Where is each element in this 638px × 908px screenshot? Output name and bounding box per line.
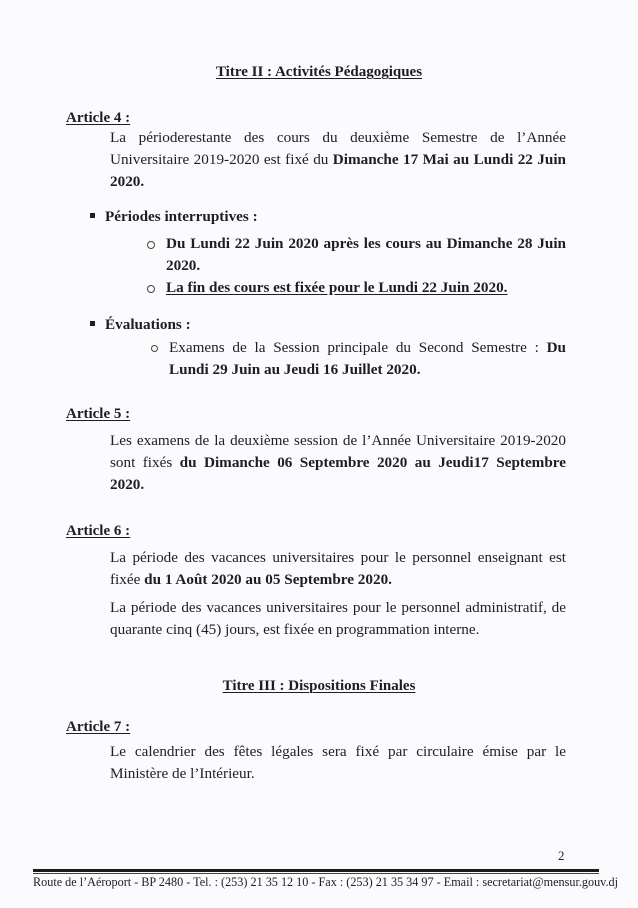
article-4-text-regular: La périoderestante des cours du deuxième Semestre de l’Année Universitaire 2019-2020 est fixé du: [110, 129, 566, 168]
bullet-evaluations: [90, 316, 191, 334]
article-7-heading: Article 7 :: [66, 719, 131, 735]
section-title-text: Titre II : Activités Pédagogiques: [215, 64, 423, 80]
article-5-text: [110, 430, 566, 496]
sub-item-text: Du Lundi 22 Juin 2020 après les cours au Dimanche 28 Juin 2020.: [166, 235, 566, 274]
circle-bullet-icon: [147, 285, 155, 293]
circle-bullet-icon: [147, 241, 155, 249]
article-6-p1-regular: La période des vacances universitaires pour le personnel enseignant est fixée: [110, 549, 566, 588]
page-number: 2: [558, 848, 565, 863]
section-title-titre-3: [0, 678, 638, 695]
article-4-text: [110, 127, 566, 193]
footer-rule-thick: [33, 869, 599, 872]
bullet-periodes-interruptives: [90, 208, 258, 226]
article-5-text-bold: du Dimanche 06 Septembre 2020 au Jeudi17 Septembre 2020.: [110, 454, 566, 493]
square-bullet-icon: [90, 321, 95, 326]
sub-item-text-regular: Examens de la Session principale du Second Semestre :: [169, 339, 547, 356]
bullet-label: Périodes interruptives :: [105, 208, 258, 225]
section-title-titre-2: [0, 64, 638, 81]
article-6-paragraph-2: La période des vacances universitaires pour le personnel administratif, de quarante cinq (45) jours, est fixée en programmation interne.: [110, 599, 566, 638]
article-6-paragraph-1: [110, 547, 566, 591]
article-7-text: Le calendrier des fêtes légales sera fixé par circulaire émise par le Ministère de l’Intérieur.: [110, 743, 566, 782]
sub-item-text: La fin des cours est fixée pour le Lundi 22 Juin 2020.: [166, 279, 508, 296]
footer-contact: Route de l’Aéroport - BP 2480 - Tel. : (253) 21 35 12 10 - Fax : (253) 21 35 34 97 - Email : secretariat@mensur.gouv.dj: [33, 875, 618, 889]
article-6-p1-bold: du 1 Août 2020 au 05 Septembre 2020.: [144, 571, 392, 588]
square-bullet-icon: [90, 213, 95, 218]
bullet-label: Évaluations :: [105, 316, 191, 333]
sub-item-text-bold: Du Lundi 29 Juin au Jeudi 16 Juillet 2020.: [169, 339, 566, 378]
article-6-heading: Article 6 :: [66, 523, 131, 539]
sub-item-periode: [166, 233, 566, 277]
article-5-text-regular: Les examens de la deuxième session de l’Année Universitaire 2019-2020 sont fixés: [110, 432, 566, 471]
sub-item-fin-cours: [166, 277, 566, 299]
article-4-text-bold: Dimanche 17 Mai au Lundi 22 Juin 2020.: [110, 151, 566, 190]
footer-rule-thin: [33, 873, 599, 874]
section-title-text: Titre III : Dispositions Finales: [222, 678, 416, 694]
article-4-heading: Article 4 :: [66, 110, 131, 126]
article-5-heading: Article 5 :: [66, 406, 131, 422]
sub-item-examens: [169, 337, 566, 381]
circle-bullet-icon: [151, 345, 158, 352]
